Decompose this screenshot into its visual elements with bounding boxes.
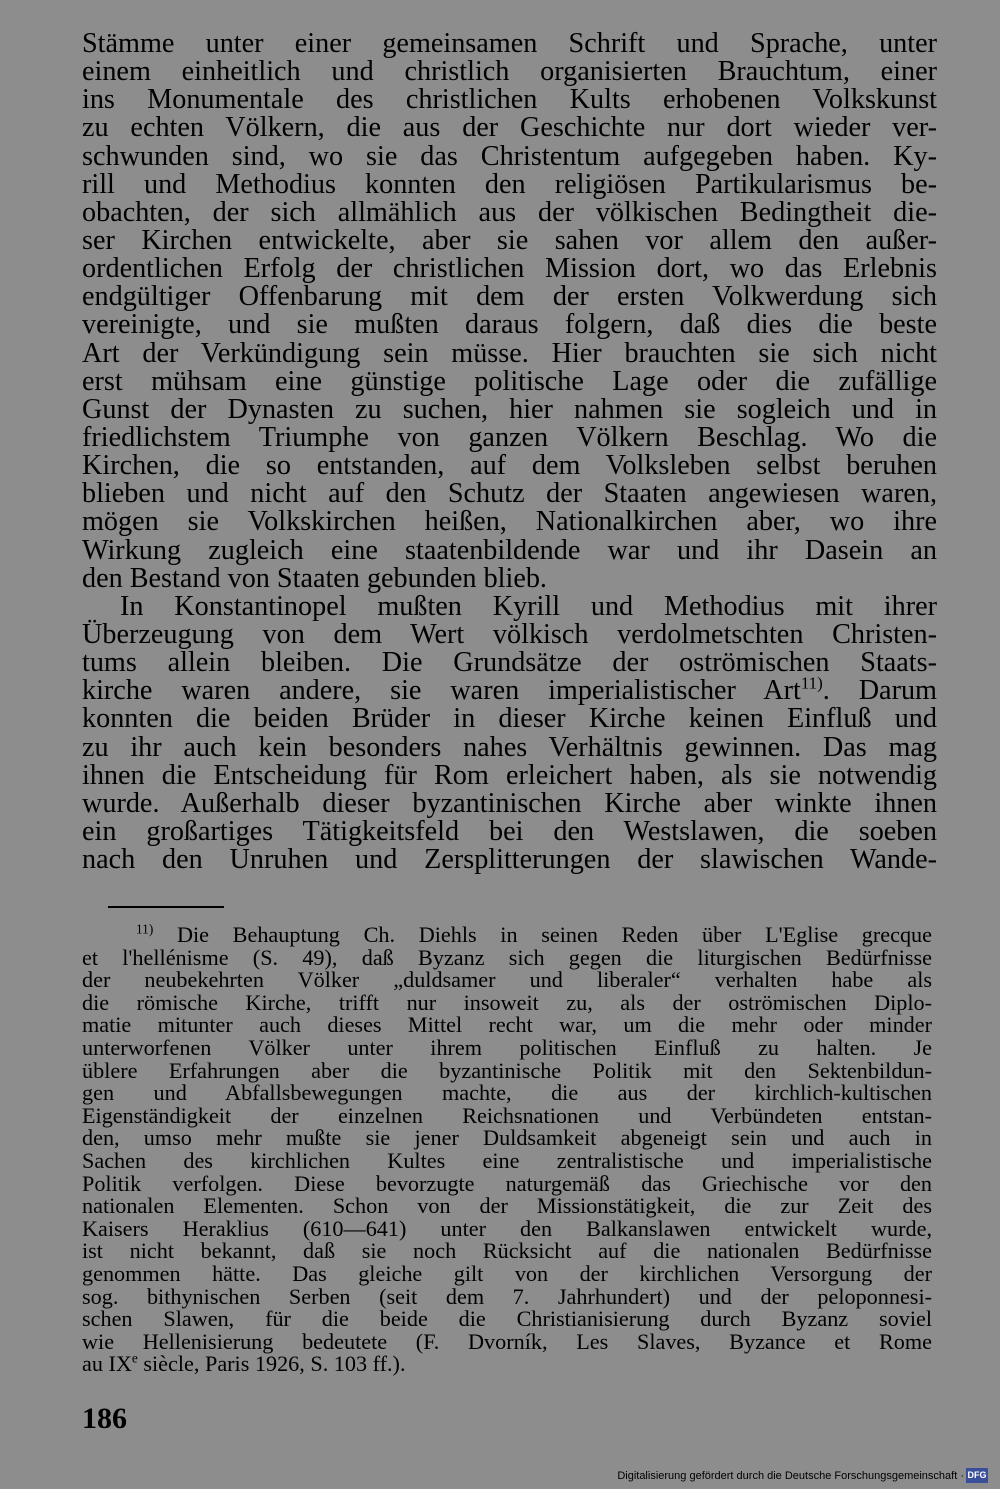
footnote-line: Eigenständigkeit der einzelnen Reichsnationen und Verbündeten entstan- (82, 1102, 932, 1128)
text-line: obachten, der sich allmählich aus der völkischen Bedingtheit die- (82, 196, 937, 228)
footnote-line: gen und Abfallsbewegungen machte, die aus der kirchlich-kultischen (82, 1080, 932, 1106)
footnote-line: den, umso mehr mußte sie jener Duldsamkeit abgeneigt sein und auch in (82, 1125, 932, 1151)
footnote (82, 921, 932, 1377)
text-fragment: siècle, Paris 1926, S. 103 ff.). (137, 1351, 406, 1377)
text-line: wurde. Außerhalb dieser byzantinischen Kirche aber winkte ihnen (82, 787, 937, 819)
text-line: Kirchen, die so entstanden, auf dem Volksleben selbst beruhen (82, 450, 937, 482)
text-fragment: au IX (82, 1351, 132, 1377)
digitization-credit: Digitalisierung gefördert durch die Deutsche Forschungsgemeinschaft · (617, 1470, 964, 1482)
text-line: erst mühsam eine günstige politische Lage oder die zufällige (82, 365, 937, 397)
text-line: endgültiger Offenbarung mit dem der ersten Volkwerdung sich (82, 281, 937, 313)
footnote-line: sog. bithynischen Serben (seit dem 7. Jahrhundert) und der peloponnesi- (82, 1283, 932, 1309)
footnote-line: wie Hellenisierung bedeutete (F. Dvorník, Les Slaves, Byzance et Rome (82, 1328, 932, 1354)
footnote-line: Sachen des kirchlichen Kultes eine zentralistische und imperialistische (82, 1147, 932, 1173)
footnote-line (82, 1350, 932, 1377)
text-line: einem einheitlich und christlich organisierten Brauchtum, einer (82, 56, 937, 88)
text-line: zu ihr auch kein besonders nahes Verhältnis gewinnen. Das mag (82, 731, 937, 763)
footnote-marker: 11) (136, 921, 154, 937)
text-line: ordentlichen Erfolg der christlichen Mission dort, wo das Erlebnis (82, 253, 937, 285)
footnote-line: matie mitunter auch dieses Mittel recht war, um die mehr oder minder (82, 1012, 932, 1038)
text-line: den Bestand von Staaten gebunden blieb. (82, 562, 547, 594)
text-line: blieben und nicht auf den Schutz der Staaten angewiesen waren, (82, 478, 937, 510)
footnote-line: nationalen Elementen. Schon von der Missionstätigkeit, die zur Zeit des (82, 1193, 932, 1219)
footnote-line: unterworfenen Völker unter ihrem politischen Einfluß zu halten. Je (82, 1034, 932, 1060)
text-line: ihnen die Entscheidung für Rom erleichert haben, als sie notwendig (82, 759, 937, 791)
text-line: nach den Unruhen und Zersplitterungen der slawischen Wande- (82, 844, 937, 876)
footnote-line: Kaisers Heraklius (610—641) unter den Balkanslawen entwickelt wurde, (82, 1215, 932, 1241)
text-fragment: kirche waren andere, sie waren imperialistischer Art (82, 675, 801, 707)
text-fragment: . Darum (822, 675, 937, 707)
footnote-line: die römische Kirche, trifft nur insoweit zu, als der oströmischen Diplo- (82, 989, 932, 1015)
text-line: ins Monumentale des christlichen Kults erhobenen Volkskunst (82, 84, 937, 116)
text-line: mögen sie Volkskirchen heißen, Nationalkirchen aber, wo ihre (82, 506, 937, 538)
text-line (82, 673, 937, 707)
text-line: schwunden sind, wo sie das Christentum aufgegeben haben. Ky- (82, 140, 937, 172)
text-line: Überzeugung von dem Wert völkisch verdolmetschten Christen- (82, 618, 937, 650)
footnote-line (82, 921, 932, 947)
text-line: rill und Methodius konnten den religiösen Partikularismus be- (82, 168, 937, 200)
text-line: ein großartiges Tätigkeitsfeld bei den Westslawen, die soeben (82, 815, 937, 847)
page-number: 186 (82, 1402, 127, 1435)
footnote-line: schen Slawen, für die beide die Christianisierung durch Byzanz soviel (82, 1306, 932, 1332)
text-line: Stämme unter einer gemeinsamen Schrift und Sprache, unter (82, 28, 937, 59)
text-line: friedlichstem Triumphe von ganzen Völkern Beschlag. Wo die (82, 421, 937, 453)
text-line: tums allein bleiben. Die Grundsätze der oströmischen Staats- (82, 647, 937, 679)
footnote-line: der neubekehrten Völker „duldsamer und liberaler“ verhalten habe als (82, 967, 932, 993)
text-line: konnten die beiden Brüder in dieser Kirche keinen Einfluß und (82, 703, 937, 735)
text-line: Art der Verkündigung sein müsse. Hier brauchten sie sich nicht (82, 337, 937, 369)
text-line: zu echten Völkern, die aus der Geschichte nur dort wieder ver- (82, 112, 937, 144)
footnote-divider (108, 906, 224, 908)
footnote-line: üblere Erfahrungen aber die byzantinische Politik mit den Sektenbildun- (82, 1057, 932, 1083)
text-line: ser Kirchen entwickelte, aber sie sahen vor allem den außer- (82, 224, 937, 256)
text-line: vereinigte, und sie mußten daraus folgern, daß dies die beste (82, 309, 937, 341)
footnote-line: Politik verfolgen. Diese bevorzugte naturgemäß das Griechische vor den (82, 1170, 932, 1196)
superscript: e (131, 1350, 138, 1366)
text-line: In Konstantinopel mußten Kyrill und Methodius mit ihrer (120, 590, 937, 622)
text-line: Wirkung zugleich eine staatenbildende war und ihr Dasein an (82, 534, 937, 566)
dfg-logo: DFG (966, 1468, 988, 1483)
footnote-reference: 11) (800, 673, 823, 693)
footnote-line: et l'hellénisme (S. 49), daß Byzanz sich gegen die liturgischen Bedürfnisse (82, 944, 932, 970)
main-text (82, 30, 937, 874)
footnote-line: genommen hätte. Das gleiche gilt von der kirchlichen Versorgung der (82, 1260, 932, 1286)
text-fragment: Die Behauptung Ch. Diehls in seinen Reden über L'Eglise grecque (176, 922, 932, 947)
text-line: Gunst der Dynasten zu suchen, hier nahmen sie sogleich und in (82, 393, 937, 425)
footnote-line: ist nicht bekannt, daß sie noch Rücksicht auf die nationalen Bedürfnisse (82, 1238, 932, 1264)
